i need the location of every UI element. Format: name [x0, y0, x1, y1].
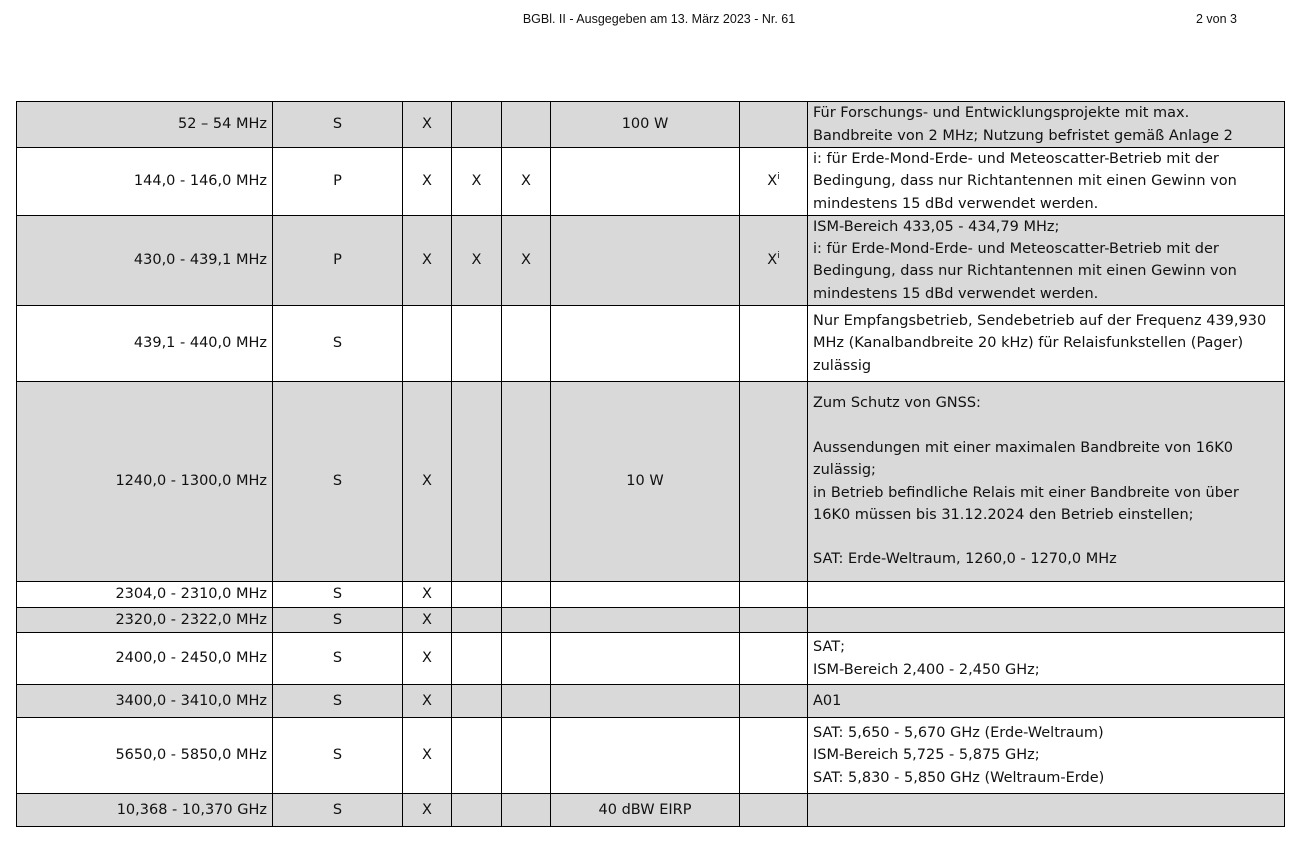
remark-line: ISM-Bereich 2,400 - 2,450 GHz;	[813, 661, 1040, 678]
status-cell: S	[273, 382, 403, 582]
mark-cell-3	[502, 794, 551, 827]
remarks-cell	[808, 718, 1285, 794]
status-cell: S	[273, 582, 403, 608]
mark-cell-2	[452, 794, 502, 827]
table-row	[17, 102, 1285, 148]
remark-line: SAT;	[813, 639, 846, 656]
mark-cell-1: X	[403, 633, 452, 685]
remarks-cell	[808, 608, 1285, 633]
mark-cell-3	[502, 608, 551, 633]
remark-line: Zum Schutz von GNSS:	[813, 395, 981, 412]
table-row	[17, 608, 1285, 633]
mark-cell-4	[740, 633, 808, 685]
table-row	[17, 794, 1285, 827]
status-cell: S	[273, 685, 403, 718]
remark-line: A01	[813, 692, 842, 709]
table-row	[17, 382, 1285, 582]
remark-line: MHz (Kanalbandbreite 20 kHz) für Relaisfunkstellen (Pager)	[813, 335, 1244, 352]
mark-cell-1: X	[403, 382, 452, 582]
status-cell: S	[273, 608, 403, 633]
table-row	[17, 633, 1285, 685]
power-cell	[551, 582, 740, 608]
mark-cell-1	[403, 306, 452, 382]
power-cell: 10 W	[551, 382, 740, 582]
remark-line: i: für Erde-Mond-Erde- und Meteoscatter-Betrieb mit der	[813, 151, 1219, 167]
remark-line: i: für Erde-Mond-Erde- und Meteoscatter-Betrieb mit der	[813, 241, 1219, 258]
mark-cell-1: X	[403, 215, 452, 305]
remark-line: in Betrieb befindliche Relais mit einer Bandbreite von über	[813, 484, 1239, 501]
frequency-band-cell: 2400,0 - 2450,0 MHz	[17, 633, 273, 685]
mark-cell-4	[740, 148, 808, 216]
status-cell: S	[273, 633, 403, 685]
remark-line: Für Forschungs- und Entwicklungsprojekte mit max.	[813, 105, 1190, 122]
mark-cell-2	[452, 306, 502, 382]
mark-cell-4	[740, 685, 808, 718]
footnote-marker: i	[777, 251, 780, 262]
mark-cell-3	[502, 382, 551, 582]
status-cell: S	[273, 102, 403, 148]
mark-cell-4	[740, 794, 808, 827]
mark-cell-2	[452, 718, 502, 794]
mark-cell-1: X	[403, 718, 452, 794]
remark-line: Nur Empfangsbetrieb, Sendebetrieb auf der Frequenz 439,930	[813, 313, 1267, 330]
mark-value: X	[767, 173, 778, 190]
remark-line: 16K0 müssen bis 31.12.2024 den Betrieb einstellen;	[813, 506, 1194, 523]
frequency-band-cell: 52 – 54 MHz	[17, 102, 273, 148]
table-row	[17, 215, 1285, 305]
frequency-band-cell: 10,368 - 10,370 GHz	[17, 794, 273, 827]
remark-line: ISM-Bereich 433,05 - 434,79 MHz;	[813, 218, 1060, 235]
mark-cell-2	[452, 608, 502, 633]
status-cell: S	[273, 794, 403, 827]
remarks-cell	[808, 794, 1285, 827]
mark-cell-3	[502, 633, 551, 685]
table-row	[17, 718, 1285, 794]
page-number: 2 von 3	[1196, 12, 1238, 26]
frequency-band-cell: 439,1 - 440,0 MHz	[17, 306, 273, 382]
mark-cell-1: X	[403, 685, 452, 718]
power-cell: 100 W	[551, 102, 740, 148]
remark-line: zulässig;	[813, 462, 876, 479]
remarks-cell	[808, 148, 1285, 216]
mark-cell-2	[452, 633, 502, 685]
remark-line	[813, 526, 1279, 548]
mark-cell-4	[740, 215, 808, 305]
status-cell: P	[273, 215, 403, 305]
remark-line	[813, 415, 1279, 437]
mark-cell-3	[502, 306, 551, 382]
mark-cell-2: X	[452, 215, 502, 305]
mark-cell-4	[740, 718, 808, 794]
mark-cell-3	[502, 685, 551, 718]
mark-cell-3	[502, 718, 551, 794]
frequency-band-cell: 3400,0 - 3410,0 MHz	[17, 685, 273, 718]
remark-line: mindestens 15 dBd verwendet werden.	[813, 285, 1099, 302]
power-cell	[551, 718, 740, 794]
remark-line: zulässig	[813, 357, 872, 374]
power-cell: 40 dBW EIRP	[551, 794, 740, 827]
remark-line: SAT: Erde-Weltraum, 1260,0 - 1270,0 MHz	[813, 551, 1117, 568]
status-cell: S	[273, 718, 403, 794]
remark-line: SAT: 5,650 - 5,670 GHz (Erde-Weltraum)	[813, 725, 1104, 742]
frequency-band-cell: 2304,0 - 2310,0 MHz	[17, 582, 273, 608]
table-row	[17, 306, 1285, 382]
mark-cell-2	[452, 102, 502, 148]
power-cell	[551, 608, 740, 633]
remark-line: Bedingung, dass nur Richtantennen mit einen Gewinn von	[813, 173, 1237, 190]
mark-cell-4	[740, 582, 808, 608]
mark-cell-4	[740, 608, 808, 633]
status-cell: S	[273, 306, 403, 382]
remarks-cell	[808, 685, 1285, 718]
frequency-band-cell: 2320,0 - 2322,0 MHz	[17, 608, 273, 633]
mark-cell-1: X	[403, 102, 452, 148]
power-cell	[551, 633, 740, 685]
remark-line: SAT: 5,830 - 5,850 GHz (Weltraum-Erde)	[813, 769, 1105, 786]
remarks-cell	[808, 102, 1285, 148]
frequency-band-cell: 1240,0 - 1300,0 MHz	[17, 382, 273, 582]
mark-cell-2	[452, 685, 502, 718]
remark-line: mindestens 15 dBd verwendet werden.	[813, 195, 1099, 212]
mark-cell-4	[740, 306, 808, 382]
remarks-cell	[808, 382, 1285, 582]
remark-line: Aussendungen mit einer maximalen Bandbreite von 16K0	[813, 439, 1233, 456]
mark-cell-1: X	[403, 794, 452, 827]
mark-cell-3	[502, 582, 551, 608]
mark-cell-4	[740, 102, 808, 148]
frequency-band-cell: 430,0 - 439,1 MHz	[17, 215, 273, 305]
mark-cell-1: X	[403, 582, 452, 608]
power-cell	[551, 215, 740, 305]
mark-cell-2	[452, 582, 502, 608]
frequency-band-cell: 5650,0 - 5850,0 MHz	[17, 718, 273, 794]
remark-line: Bedingung, dass nur Richtantennen mit einen Gewinn von	[813, 263, 1237, 280]
remark-line: Bandbreite von 2 MHz; Nutzung befristet gemäß Anlage 2	[813, 127, 1233, 144]
document-header-title: BGBl. II - Ausgegeben am 13. März 2023 - Nr. 61	[522, 12, 796, 26]
power-cell	[551, 685, 740, 718]
mark-cell-4	[740, 382, 808, 582]
remarks-cell	[808, 306, 1285, 382]
remarks-cell	[808, 633, 1285, 685]
mark-value: X	[767, 252, 778, 269]
mark-cell-2	[452, 382, 502, 582]
frequency-table	[16, 101, 1285, 827]
mark-cell-3: X	[502, 215, 551, 305]
table-row	[17, 582, 1285, 608]
frequency-band-cell: 144,0 - 146,0 MHz	[17, 148, 273, 216]
table-row	[17, 148, 1285, 216]
table-row	[17, 685, 1285, 718]
mark-cell-3: X	[502, 148, 551, 216]
status-cell: P	[273, 148, 403, 216]
remarks-cell	[808, 215, 1285, 305]
mark-cell-1: X	[403, 148, 452, 216]
power-cell	[551, 306, 740, 382]
mark-cell-3	[502, 102, 551, 148]
mark-cell-2: X	[452, 148, 502, 216]
power-cell	[551, 148, 740, 216]
remark-line: ISM-Bereich 5,725 - 5,875 GHz;	[813, 747, 1040, 764]
remarks-cell	[808, 582, 1285, 608]
mark-cell-1: X	[403, 608, 452, 633]
footnote-marker: i	[777, 172, 780, 183]
